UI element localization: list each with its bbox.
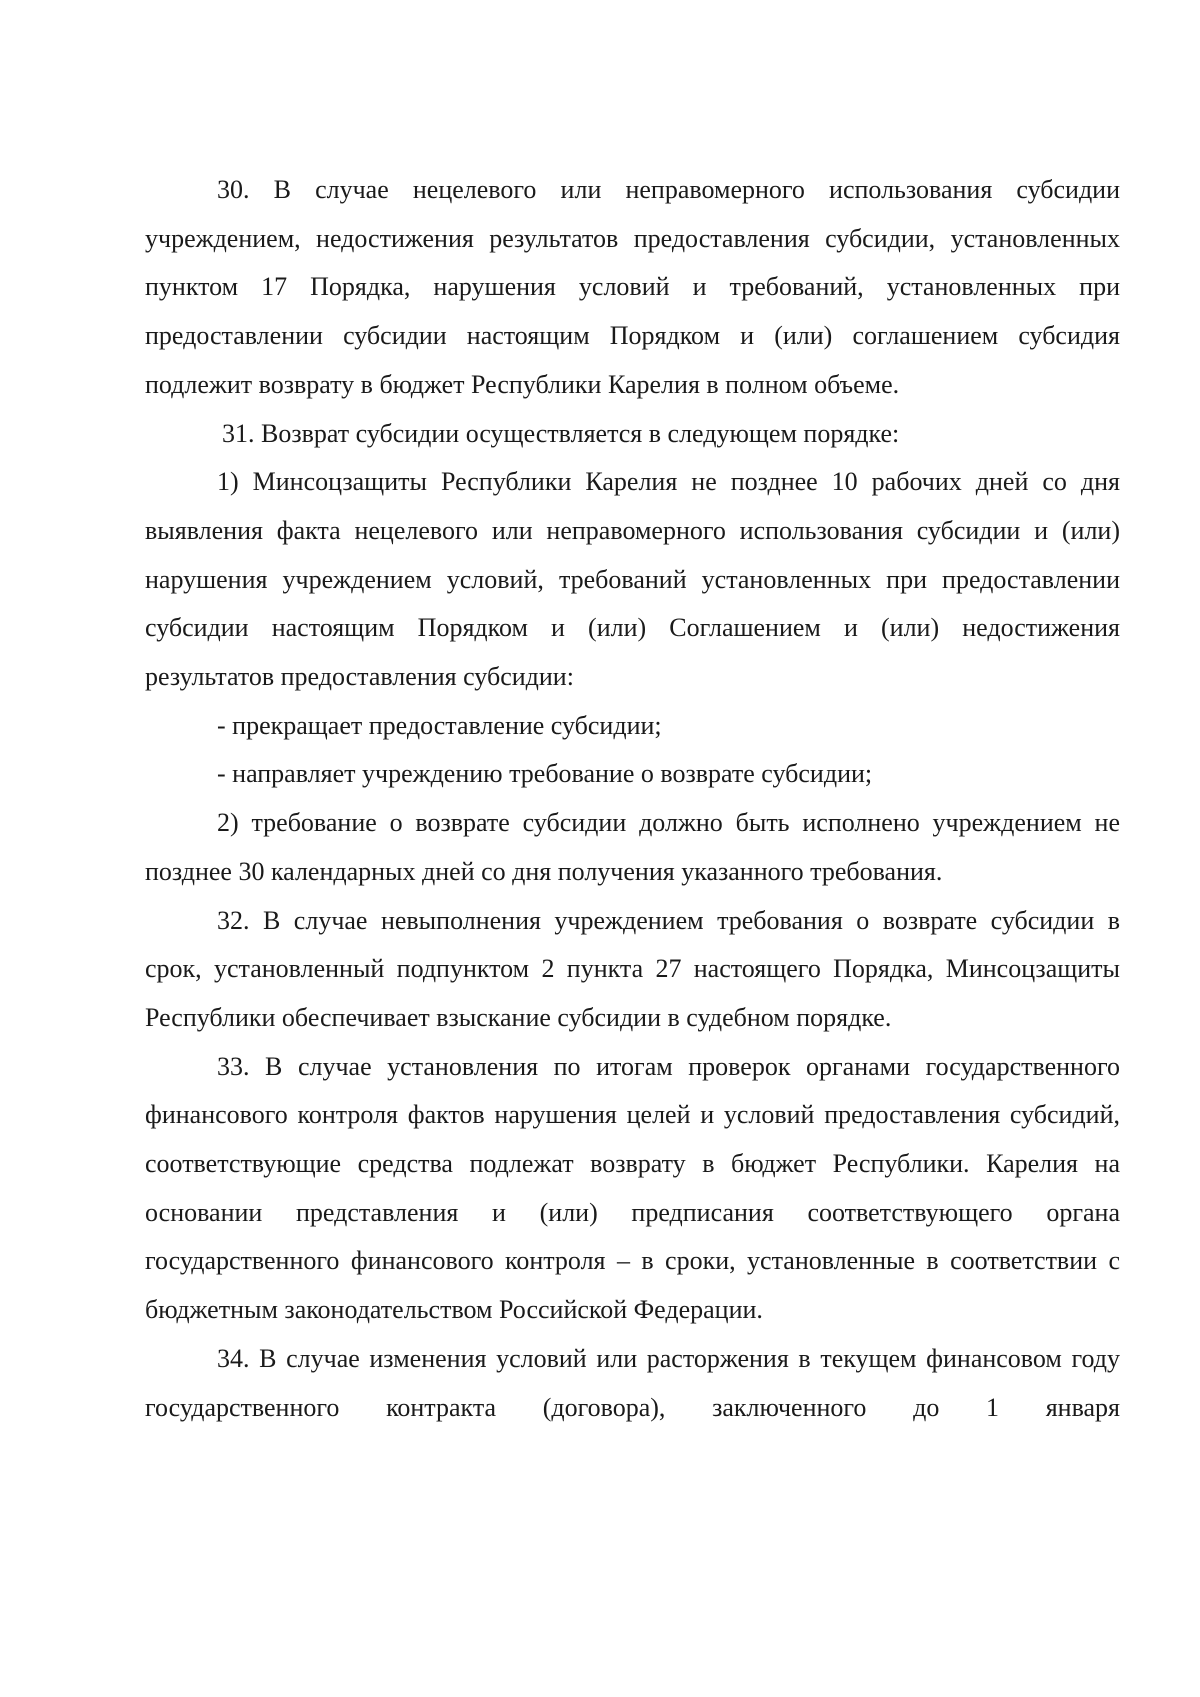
paragraph-34: 34. В случае изменения условий или расторжения в текущем финансовом году государственного контракта (договора), заключенного до 1 января — [145, 1343, 1120, 1422]
paragraph-31-subitem-1: 1) Минсоцзащиты Республики Карелия не позднее 10 рабочих дней со дня выявления факта нецелевого или неправомерного использования субсидии и (или) нарушения учреждением условий, требований установленных при предоставлении субсидии настоящим Порядком и (или) Соглашением и (или) недостижения результатов предоставления субсидии: — [145, 467, 1120, 692]
paragraph-30: 30. В случае нецелевого или неправомерного использования субсидии учреждением, недостижения результатов предоставления субсидии, установленных пунктом 17 Порядка, нарушения условий и требований, установленных при предоставлении субсидии настоящим Порядком и (или) соглашением субсидия подлежит возврату в бюджет Республики Карелия в полном объеме. — [145, 175, 1120, 399]
paragraph-32: 32. В случае невыполнения учреждением требования о возврате субсидии в срок, установленный подпунктом 2 пункта 27 настоящего Порядка, Минсоцзащиты Республики обеспечивает взыскание субсидии в судебном порядке. — [145, 905, 1120, 1032]
document-body — [145, 166, 1120, 1432]
paragraph-31-subitem-2: 2) требование о возврате субсидии должно быть исполнено учреждением не позднее 30 календарных дней со дня получения указанного требования. — [145, 808, 1120, 886]
paragraph-33: 33. В случае установления по итогам проверок органами государственного финансового контроля фактов нарушения целей и условий предоставления субсидий, соответствующие средства подлежат возврату в бюджет Республики. Карелия на основании представления и (или) предписания соответствующего органа государственного финансового контроля – в сроки, установленные в соответствии с бюджетным законодательством Российской Федерации. — [145, 1051, 1120, 1325]
paragraph-31-bullet-b: - направляет учреждению требование о возврате субсидии; — [217, 759, 873, 789]
paragraph-31: 31. Возврат субсидии осуществляется в следующем порядке: — [222, 418, 900, 448]
paragraph-31-bullet-a: - прекращает предоставление субсидии; — [217, 710, 662, 740]
